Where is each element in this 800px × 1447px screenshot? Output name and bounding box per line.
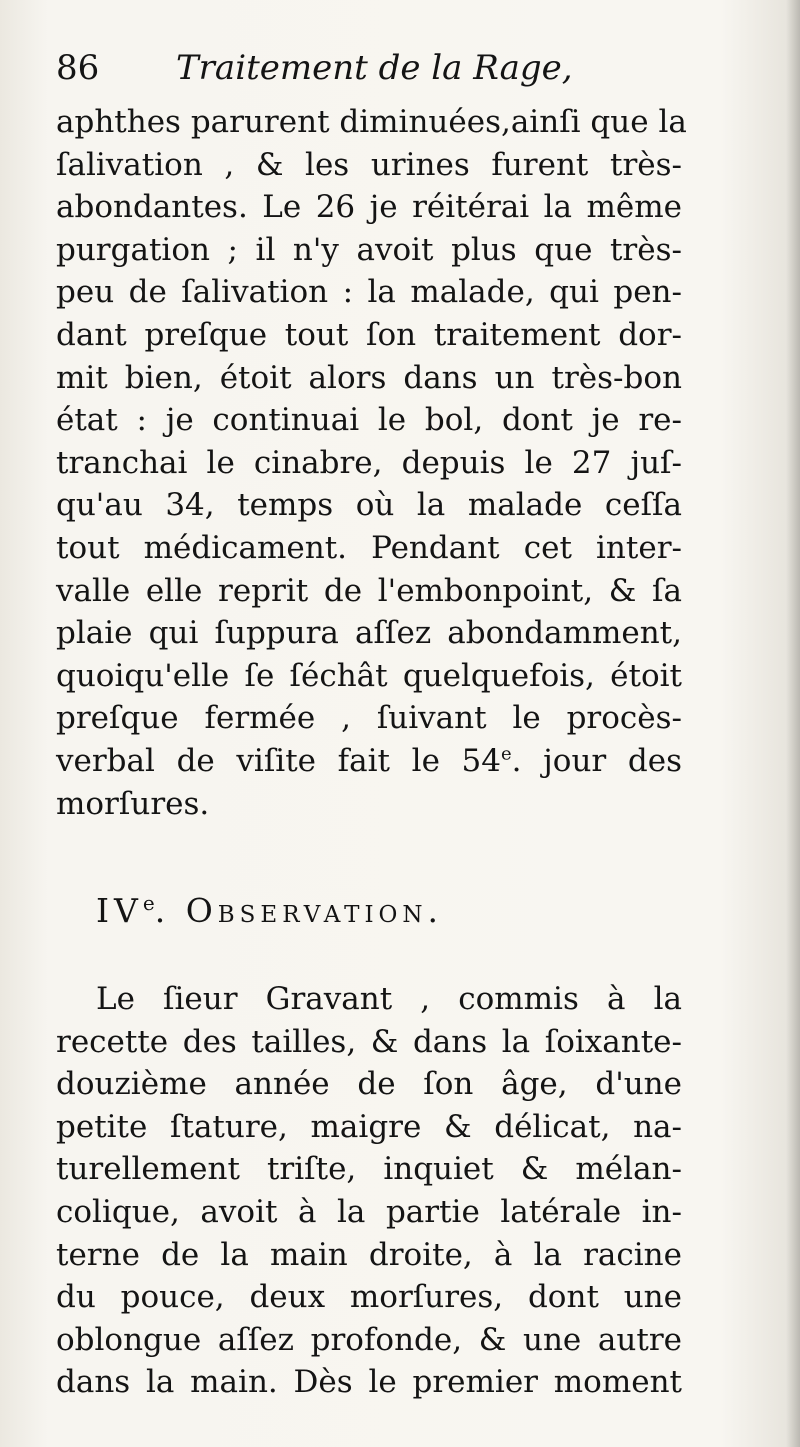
- text-line: mit bien, étoit alors dans un très-bon: [56, 359, 682, 396]
- text-line: tranchai le cinabre, depuis le 27 juſ-: [56, 444, 682, 481]
- text-line-indented: Le ſieur Gravant , commis à la: [96, 981, 682, 1017]
- section-heading: [96, 878, 656, 928]
- page-number: 86: [56, 48, 100, 88]
- text-line: morſures.: [56, 785, 210, 822]
- ordinal-superscript: e: [501, 743, 512, 765]
- heading-superscript: e: [142, 891, 155, 915]
- text-line: état : je continuai le bol, dont je re-: [56, 402, 682, 439]
- text-line: douzième année de ſon âge, d'une: [56, 1066, 682, 1103]
- line-text-after: . jour des: [511, 742, 682, 779]
- text-line: qu'au 34, temps où la malade ceſſa: [56, 487, 682, 524]
- text-line: purgation ; il n'y avoit plus que très-: [56, 231, 682, 268]
- text-line: du pouce, deux morſures, dont une: [56, 1279, 682, 1316]
- text-line: dant preſque tout ſon traitement dor-: [56, 316, 682, 353]
- text-line: plaie qui ſuppura aſſez abondamment,: [56, 615, 682, 652]
- text-line: abondantes. Le 26 je réitérai la même: [56, 189, 682, 226]
- text-line: oblongue aſſez profonde, & une autre: [56, 1321, 682, 1358]
- text-line: quoiqu'elle ſe ſéchât quelquefois, étoit: [56, 657, 682, 694]
- text-line: peu de ſalivation : la malade, qui pen-: [56, 274, 682, 311]
- paragraph-observation-four: [56, 978, 682, 1404]
- text-line: valle elle reprit de l'embonpoint, & ſa: [56, 572, 682, 609]
- text-line: tout médicament. Pendant cet inter-: [56, 529, 682, 566]
- heading-dot: .: [154, 891, 171, 930]
- text-line: dans la main. Dès le premier moment: [56, 1364, 682, 1401]
- heading-numeral: IV: [96, 891, 143, 930]
- running-head: [56, 40, 696, 96]
- line-text-before: verbal de viſite fait le 54: [56, 742, 502, 779]
- text-line: aphthes parurent diminuées,ainſi que la: [56, 104, 687, 140]
- text-line: preſque fermée , ſuivant le procès-: [56, 700, 682, 737]
- text-line: ſalivation , & les urines furent très-: [56, 146, 682, 183]
- heading-word: Observation.: [185, 891, 444, 930]
- text-line: petite ſtature, maigre & délicat, na-: [56, 1108, 682, 1145]
- text-line-with-superscript: [56, 740, 682, 783]
- text-line: recette des tailles, & dans la ſoixante-: [56, 1023, 682, 1060]
- page-edge-shadow: [786, 0, 800, 1447]
- text-line: colique, avoit à la partie latérale in-: [56, 1193, 682, 1230]
- text-line: terne de la main droite, à la racine: [56, 1236, 682, 1273]
- text-line: turellement triſte, inquiet & mélan-: [56, 1151, 682, 1188]
- running-title: Traitement de la Rage,: [176, 48, 573, 88]
- paragraph-observation-three-end: [56, 101, 687, 825]
